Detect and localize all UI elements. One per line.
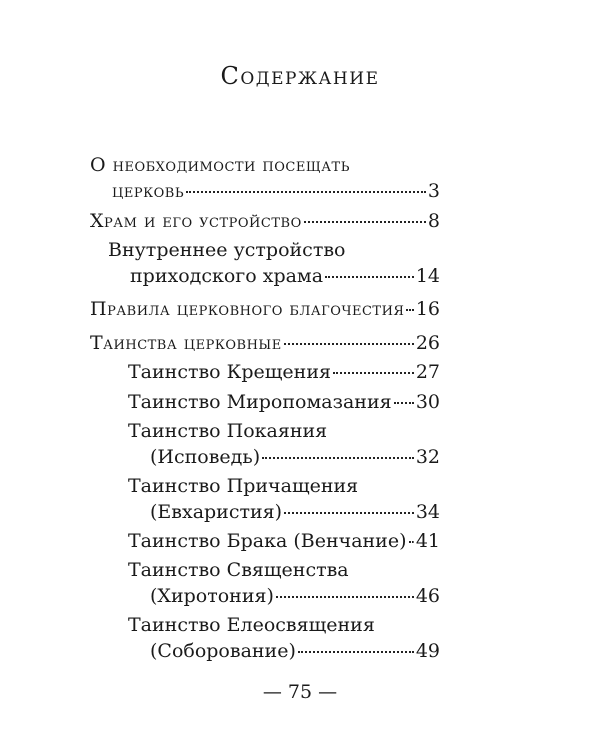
dot-leader (409, 541, 414, 543)
dot-leader (298, 651, 414, 653)
toc-entry-title-cont: церковь (112, 180, 185, 202)
toc-page-number: 26 (415, 332, 440, 354)
toc-entry-holy-orders (128, 557, 440, 609)
dot-leader (276, 596, 414, 598)
toc-page-number: 34 (415, 501, 440, 523)
toc-entry-title: Внутреннее устройство (108, 239, 346, 261)
toc-entry-title-cont: (Хиротония) (150, 585, 274, 607)
toc-page-number: 32 (415, 446, 440, 468)
toc-entry-necessity (90, 152, 440, 204)
toc-entry-baptism (128, 359, 440, 385)
toc-entry-inner-structure (108, 237, 440, 289)
dot-leader (333, 372, 414, 374)
toc-entry-title: Храм и его устройство (90, 210, 302, 232)
toc-entry-penance (128, 418, 440, 470)
toc-entry-marriage (128, 528, 440, 554)
toc-entry-temple (90, 208, 440, 234)
toc-entry-title: Таинство Покаяния (128, 420, 328, 442)
page-title: Содержание (220, 62, 380, 90)
dot-leader (262, 457, 414, 459)
toc-page-number: 30 (415, 391, 440, 413)
toc-entry-title: Таинства церковные (90, 332, 282, 354)
toc-entry-title-cont: (Соборование) (150, 640, 296, 662)
dot-leader (394, 402, 414, 404)
toc-entry-title: Таинство Причащения (128, 475, 359, 497)
toc-entry-title: Правила церковного благочестия (90, 298, 405, 320)
page-number: — 75 — (262, 681, 338, 703)
dot-leader (304, 221, 426, 223)
dot-leader (186, 191, 426, 193)
toc-entry-title-cont: приходского храма (130, 265, 324, 287)
toc-page-number: 8 (427, 210, 440, 232)
toc-entry-unction (128, 612, 440, 664)
toc-entry-title: Таинство Миропомазания (128, 391, 392, 413)
toc-entry-chrismation (128, 389, 440, 415)
toc-page-number: 49 (415, 640, 440, 662)
toc-page-number: 3 (427, 180, 440, 202)
dot-leader (325, 276, 414, 278)
toc-entry-rules (90, 296, 440, 322)
toc-page-number: 46 (415, 585, 440, 607)
dot-leader (406, 309, 413, 311)
toc-page-number: 16 (415, 298, 440, 320)
toc-entry-title-cont: (Исповедь) (150, 446, 261, 468)
toc-entry-communion (128, 473, 440, 525)
toc-entry-sacraments (90, 330, 440, 356)
toc-entry-title: О необходимости посещать (90, 154, 350, 176)
toc-entry-title: Таинство Елеосвящения (128, 614, 375, 636)
toc-page-number: 27 (415, 361, 440, 383)
dot-leader (284, 343, 414, 345)
toc-entry-title: Таинство Брака (Венчание) (128, 530, 407, 552)
dot-leader (284, 512, 414, 514)
toc-entry-title: Таинство Крещения (128, 361, 331, 383)
toc-entry-title: Таинство Священства (128, 559, 349, 581)
toc-page-number: 14 (415, 265, 440, 287)
toc-entry-title-cont: (Евхаристия) (150, 501, 283, 523)
toc-page-number: 41 (415, 530, 440, 552)
